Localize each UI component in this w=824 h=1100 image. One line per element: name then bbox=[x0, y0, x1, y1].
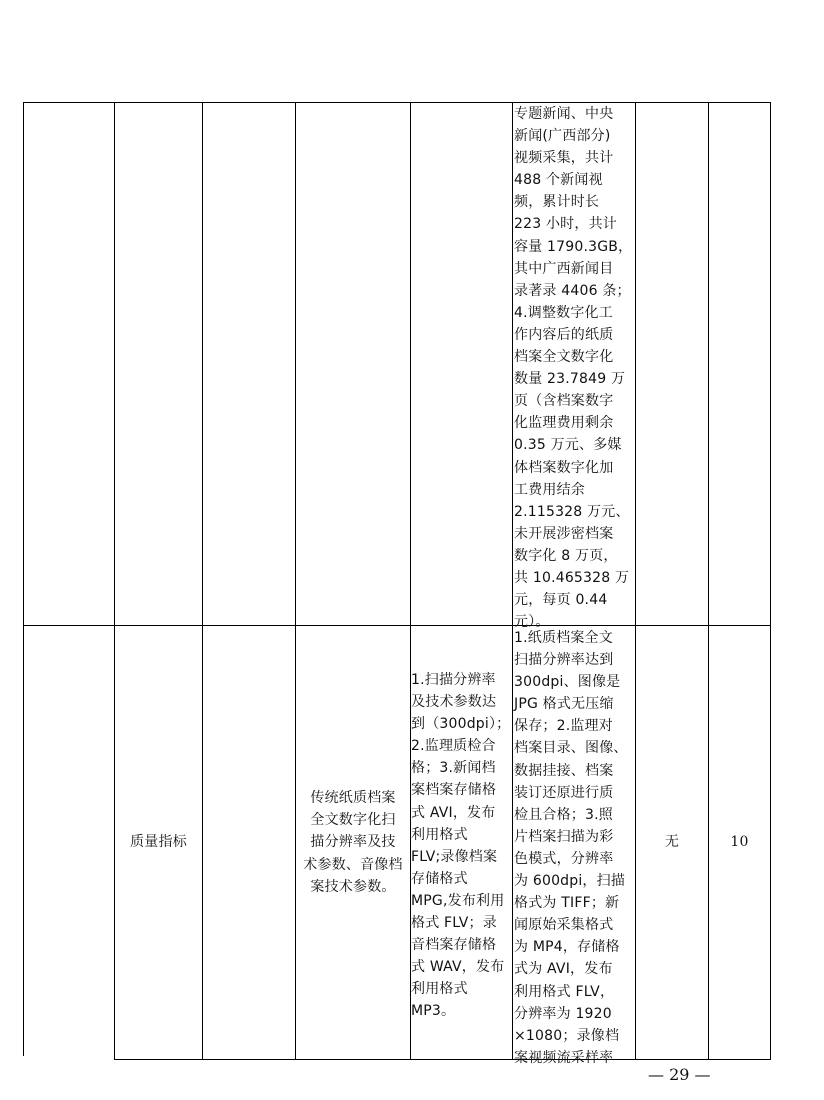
actual-completion-cell: 专题新闻、中央 新闻(广西部分) 视频采集，共计 488 个新闻视 频，累计时长 223 小时，共计 容量 1790.3GB， 其中广西新闻目 录著录 4406 条； 4.调整数字化工 作内容后的纸质 档案全文数字化 数量 23.7849 万 页（含档案数字 化监理费用剩余 0.35 万元、多媒 体档案数字化加 工费用结余 2.115328 万元、 未开展涉密档案 数字化 8 万页， 共 10.465328 万 元，每页 0.44 元）。 bbox=[514, 106, 633, 631]
table-left-border bbox=[23, 102, 24, 1056]
tertiary-indicator-cell: 传统纸质档案 全文数字化扫 描分辨率及技 术参数、音像档 案技术参数。 bbox=[303, 790, 403, 895]
column-divider bbox=[512, 102, 513, 1060]
column-divider bbox=[202, 102, 203, 1060]
table-right-border bbox=[770, 102, 771, 1060]
table-bottom-border bbox=[114, 1059, 770, 1060]
secondary-indicator-cell: 质量指标 bbox=[130, 834, 187, 851]
annual-target-cell: 1.扫描分辨率 及技术参数达 到（300dpi）； 2.监理质检合 格；3.新闻档 案档案存储格 式 AVI，发布 利用格式 FLV;录像档案 存储格式 MPG,发布利用 格式 FLV；录 音档案存储格 式 WAV，发布 利用格式 MP3。 bbox=[411, 672, 511, 1020]
page-number: — 29 — bbox=[648, 1065, 711, 1084]
actual-value-cell: 1.纸质档案全文 扫描分辨率达到 300dpi、图像是 JPG 格式无压缩 保存；2.监理对 档案目录、图像、 数据挂接、档案 装订还原进行质 检且合格；3.照 片档案扫描为彩 色模式，分辨率 为 600dpi，扫描 格式为 TIFF；新 闻原始采集格式 为 MP4，存储格 式为 AVI，发布 利用格式 FLV， 分辨率为 1920 ×1080；录像档 案视频流采样率 bbox=[514, 630, 628, 1066]
table-top-border bbox=[23, 102, 770, 103]
score-cell: 10 bbox=[730, 834, 749, 851]
deviation-reason-cell: 无 bbox=[664, 834, 680, 851]
